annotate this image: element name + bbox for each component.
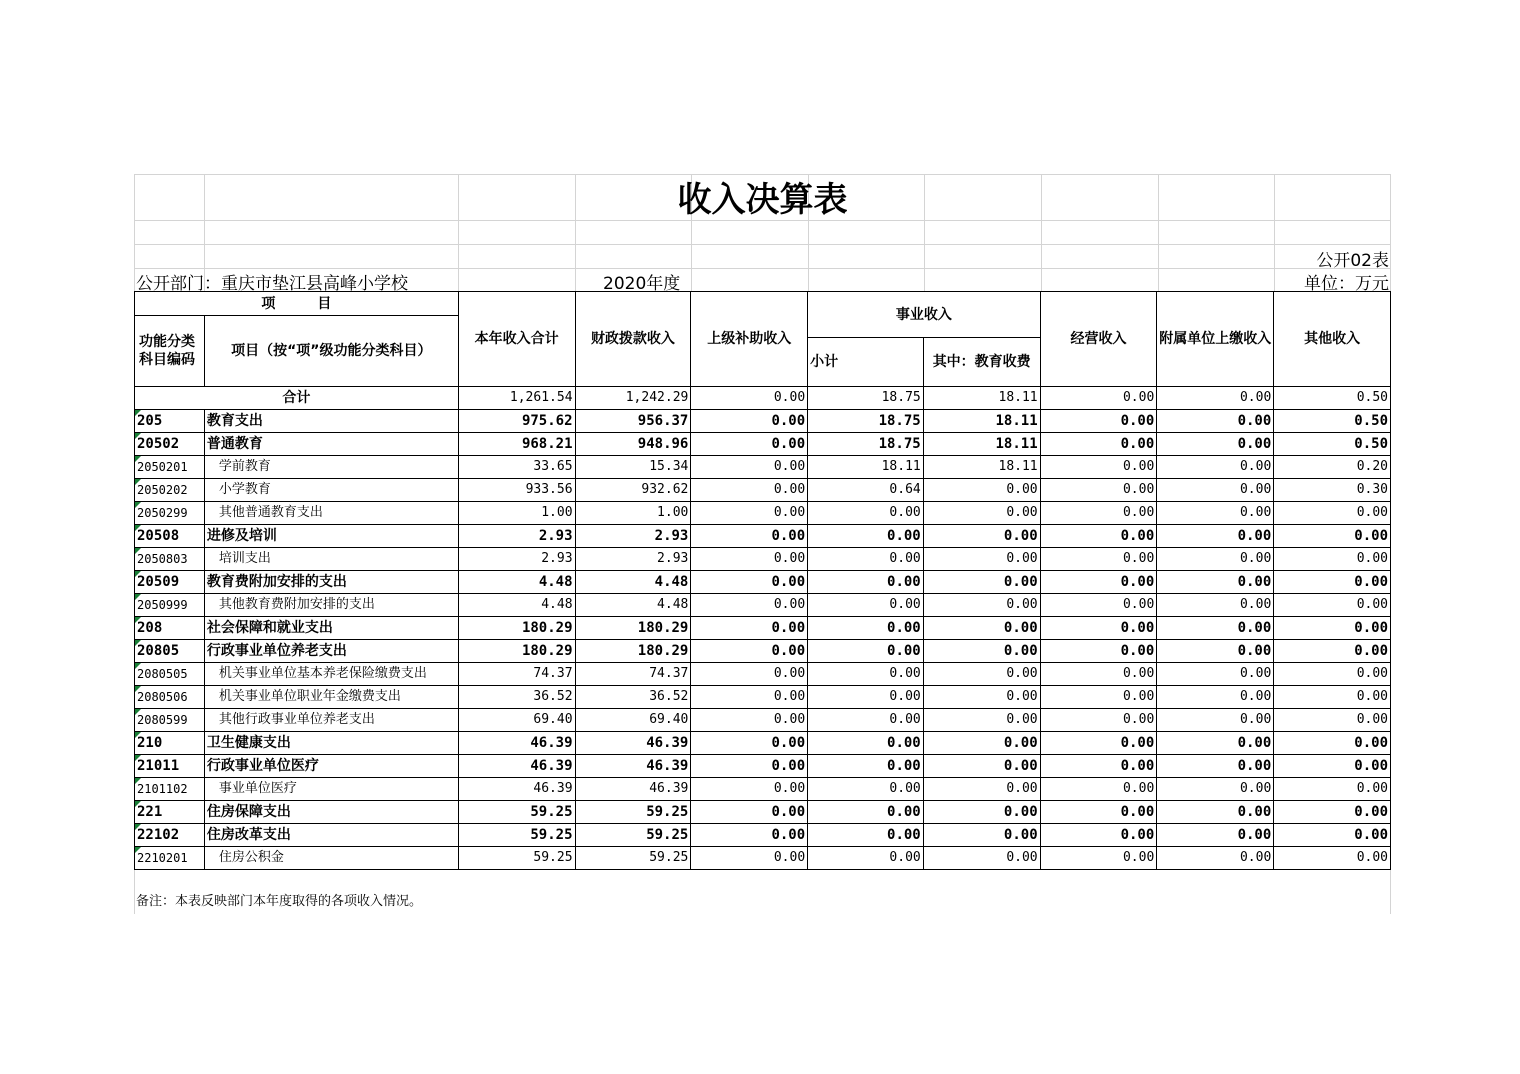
cell-superior: 0.00 [691, 824, 808, 847]
cell-operating: 0.00 [1040, 410, 1157, 433]
page-title: 收入决算表 [677, 180, 848, 220]
cell-affiliated: 0.00 [1157, 640, 1274, 663]
cell-marker-icon [135, 801, 141, 807]
cell-subtotal: 18.11 [808, 456, 924, 479]
cell-marker-icon [135, 502, 141, 508]
cell-other: 0.00 [1274, 663, 1391, 686]
cell-total: 59.25 [458, 847, 575, 870]
cell-fiscal: 69.40 [575, 709, 691, 732]
row-code-text: 2080506 [137, 690, 188, 704]
cell-affiliated: 0.00 [1157, 594, 1274, 617]
row-code [135, 525, 205, 548]
header-edu-fee: 其中：教育收费 [923, 338, 1040, 387]
cell-subtotal: 0.00 [808, 640, 924, 663]
cell-other: 0.00 [1274, 755, 1391, 778]
row-code-text: 2050803 [137, 552, 188, 566]
cell-fiscal: 74.37 [575, 663, 691, 686]
row-code [135, 709, 205, 732]
row-name: 进修及培训 [204, 525, 458, 548]
cell-superior: 0.00 [691, 525, 808, 548]
table-row [135, 778, 1391, 801]
cell-fiscal: 180.29 [575, 640, 691, 663]
cell-affiliated: 0.00 [1157, 801, 1274, 824]
cell-affiliated: 0.00 [1157, 456, 1274, 479]
cell-edu-fee: 0.00 [923, 824, 1040, 847]
cell-operating: 0.00 [1040, 640, 1157, 663]
cell-operating: 0.00 [1040, 732, 1157, 755]
cell-total: 180.29 [458, 617, 575, 640]
table-row [135, 479, 1391, 502]
cell-subtotal: 0.00 [808, 617, 924, 640]
sum-operating: 0.00 [1040, 387, 1157, 410]
cell-operating: 0.00 [1040, 778, 1157, 801]
cell-subtotal: 0.00 [808, 686, 924, 709]
table-row [135, 433, 1391, 456]
cell-operating: 0.00 [1040, 594, 1157, 617]
row-code [135, 847, 205, 870]
income-table [134, 291, 1391, 870]
row-code-text: 22102 [137, 827, 180, 843]
cell-affiliated: 0.00 [1157, 663, 1274, 686]
row-code-text: 2101102 [137, 782, 188, 796]
table-row [135, 410, 1391, 433]
cell-fiscal: 36.52 [575, 686, 691, 709]
cell-edu-fee: 0.00 [923, 732, 1040, 755]
cell-superior: 0.00 [691, 502, 808, 525]
cell-affiliated: 0.00 [1157, 824, 1274, 847]
cell-affiliated: 0.00 [1157, 479, 1274, 502]
cell-superior: 0.00 [691, 732, 808, 755]
cell-other: 0.00 [1274, 525, 1391, 548]
table-row [135, 824, 1391, 847]
cell-superior: 0.00 [691, 847, 808, 870]
footnote: 备注：本表反映部门本年度取得的各项收入情况。 [136, 894, 423, 909]
cell-other: 0.00 [1274, 548, 1391, 571]
row-name: 事业单位医疗 [204, 778, 458, 801]
cell-operating: 0.00 [1040, 663, 1157, 686]
cell-edu-fee: 0.00 [923, 617, 1040, 640]
cell-total: 2.93 [458, 525, 575, 548]
table-row [135, 502, 1391, 525]
header-name: 项目（按“项”级功能分类科目） [204, 316, 458, 387]
cell-operating: 0.00 [1040, 755, 1157, 778]
row-code-text: 20508 [137, 528, 180, 544]
cell-total: 59.25 [458, 801, 575, 824]
cell-superior: 0.00 [691, 801, 808, 824]
cell-total: 2.93 [458, 548, 575, 571]
cell-affiliated: 0.00 [1157, 410, 1274, 433]
row-code-text: 205 [137, 413, 163, 429]
cell-affiliated: 0.00 [1157, 755, 1274, 778]
cell-marker-icon [135, 433, 141, 439]
cell-edu-fee: 18.11 [923, 433, 1040, 456]
table-row [135, 525, 1391, 548]
cell-other: 0.00 [1274, 594, 1391, 617]
sum-superior: 0.00 [691, 387, 808, 410]
unit-label: 单位：万元 [1304, 274, 1389, 294]
row-code-text: 2080599 [137, 713, 188, 727]
cell-subtotal: 0.00 [808, 548, 924, 571]
header-affiliated: 附属单位上缴收入 [1157, 292, 1274, 387]
cell-edu-fee: 0.00 [923, 801, 1040, 824]
row-name: 培训支出 [204, 548, 458, 571]
cell-subtotal: 0.00 [808, 732, 924, 755]
cell-subtotal: 0.00 [808, 502, 924, 525]
row-code-text: 221 [137, 804, 163, 820]
row-code [135, 479, 205, 502]
sum-row [135, 387, 1391, 410]
row-name: 行政事业单位医疗 [204, 755, 458, 778]
cell-subtotal: 0.00 [808, 755, 924, 778]
cell-affiliated: 0.00 [1157, 686, 1274, 709]
header-operating: 经营收入 [1040, 292, 1157, 387]
cell-other: 0.50 [1274, 433, 1391, 456]
cell-subtotal: 0.64 [808, 479, 924, 502]
cell-total: 933.56 [458, 479, 575, 502]
cell-subtotal: 0.00 [808, 801, 924, 824]
cell-subtotal: 18.75 [808, 410, 924, 433]
cell-edu-fee: 0.00 [923, 571, 1040, 594]
cell-marker-icon [135, 640, 141, 646]
row-code-text: 20502 [137, 436, 180, 452]
cell-affiliated: 0.00 [1157, 847, 1274, 870]
row-code [135, 594, 205, 617]
cell-marker-icon [135, 686, 141, 692]
table-row [135, 801, 1391, 824]
row-name: 其他行政事业单位养老支出 [204, 709, 458, 732]
row-code-text: 2210201 [137, 851, 188, 865]
cell-superior: 0.00 [691, 640, 808, 663]
cell-affiliated: 0.00 [1157, 548, 1274, 571]
cell-fiscal: 59.25 [575, 801, 691, 824]
cell-superior: 0.00 [691, 686, 808, 709]
row-name: 机关事业单位职业年金缴费支出 [204, 686, 458, 709]
table-row [135, 732, 1391, 755]
cell-operating: 0.00 [1040, 801, 1157, 824]
cell-edu-fee: 18.11 [923, 410, 1040, 433]
cell-fiscal: 948.96 [575, 433, 691, 456]
cell-fiscal: 46.39 [575, 732, 691, 755]
cell-total: 4.48 [458, 594, 575, 617]
cell-fiscal: 46.39 [575, 778, 691, 801]
row-code-text: 20805 [137, 643, 180, 659]
cell-edu-fee: 18.11 [923, 456, 1040, 479]
cell-other: 0.00 [1274, 847, 1391, 870]
row-name: 社会保障和就业支出 [204, 617, 458, 640]
cell-edu-fee: 0.00 [923, 502, 1040, 525]
cell-edu-fee: 0.00 [923, 594, 1040, 617]
cell-subtotal: 0.00 [808, 847, 924, 870]
cell-superior: 0.00 [691, 433, 808, 456]
header-subtotal: 小计 [808, 338, 924, 387]
row-name: 教育费附加安排的支出 [204, 571, 458, 594]
table-row [135, 456, 1391, 479]
row-code [135, 801, 205, 824]
table-row [135, 755, 1391, 778]
cell-affiliated: 0.00 [1157, 571, 1274, 594]
cell-total: 4.48 [458, 571, 575, 594]
row-name: 教育支出 [204, 410, 458, 433]
cell-operating: 0.00 [1040, 548, 1157, 571]
cell-edu-fee: 0.00 [923, 755, 1040, 778]
cell-fiscal: 1.00 [575, 502, 691, 525]
cell-fiscal: 15.34 [575, 456, 691, 479]
cell-edu-fee: 0.00 [923, 847, 1040, 870]
cell-other: 0.50 [1274, 410, 1391, 433]
cell-fiscal: 2.93 [575, 548, 691, 571]
row-name: 机关事业单位基本养老保险缴费支出 [204, 663, 458, 686]
cell-subtotal: 18.75 [808, 433, 924, 456]
row-code [135, 778, 205, 801]
cell-marker-icon [135, 548, 141, 554]
row-code-text: 20509 [137, 574, 180, 590]
cell-other: 0.00 [1274, 640, 1391, 663]
cell-superior: 0.00 [691, 594, 808, 617]
cell-marker-icon [135, 571, 141, 577]
cell-operating: 0.00 [1040, 686, 1157, 709]
cell-superior: 0.00 [691, 709, 808, 732]
cell-affiliated: 0.00 [1157, 732, 1274, 755]
gridline [134, 244, 1391, 245]
cell-other: 0.00 [1274, 502, 1391, 525]
header-total: 本年收入合计 [458, 292, 575, 387]
department-label: 公开部门：重庆市垫江县高峰小学校 [136, 274, 408, 294]
cell-other: 0.00 [1274, 778, 1391, 801]
cell-other: 0.00 [1274, 709, 1391, 732]
row-name: 住房保障支出 [204, 801, 458, 824]
cell-operating: 0.00 [1040, 433, 1157, 456]
row-code [135, 617, 205, 640]
cell-fiscal: 59.25 [575, 847, 691, 870]
row-code [135, 433, 205, 456]
row-name: 学前教育 [204, 456, 458, 479]
table-row [135, 686, 1391, 709]
row-code [135, 640, 205, 663]
header-fiscal: 财政拨款收入 [575, 292, 691, 387]
sum-other: 0.50 [1274, 387, 1391, 410]
row-code-text: 208 [137, 620, 163, 636]
cell-subtotal: 0.00 [808, 709, 924, 732]
cell-superior: 0.00 [691, 778, 808, 801]
cell-affiliated: 0.00 [1157, 502, 1274, 525]
row-code-text: 2050201 [137, 460, 188, 474]
cell-total: 46.39 [458, 732, 575, 755]
cell-total: 36.52 [458, 686, 575, 709]
header-code: 功能分类科目编码 [135, 316, 205, 387]
cell-fiscal: 956.37 [575, 410, 691, 433]
cell-superior: 0.00 [691, 571, 808, 594]
form-number: 公开02表 [1316, 251, 1389, 271]
cell-other: 0.00 [1274, 732, 1391, 755]
cell-operating: 0.00 [1040, 502, 1157, 525]
row-code [135, 571, 205, 594]
cell-edu-fee: 0.00 [923, 640, 1040, 663]
cell-affiliated: 0.00 [1157, 709, 1274, 732]
cell-total: 74.37 [458, 663, 575, 686]
row-name: 住房改革支出 [204, 824, 458, 847]
cell-operating: 0.00 [1040, 525, 1157, 548]
row-code-text: 210 [137, 735, 163, 751]
table-row [135, 571, 1391, 594]
cell-superior: 0.00 [691, 663, 808, 686]
cell-superior: 0.00 [691, 410, 808, 433]
cell-edu-fee: 0.00 [923, 686, 1040, 709]
cell-other: 0.00 [1274, 571, 1391, 594]
cell-total: 59.25 [458, 824, 575, 847]
row-name: 住房公积金 [204, 847, 458, 870]
row-code [135, 410, 205, 433]
cell-fiscal: 180.29 [575, 617, 691, 640]
cell-total: 69.40 [458, 709, 575, 732]
cell-subtotal: 0.00 [808, 525, 924, 548]
cell-marker-icon [135, 456, 141, 462]
cell-total: 180.29 [458, 640, 575, 663]
cell-other: 0.00 [1274, 801, 1391, 824]
gridline [134, 174, 1391, 175]
cell-edu-fee: 0.00 [923, 778, 1040, 801]
table-row [135, 663, 1391, 686]
row-name: 其他教育费附加安排的支出 [204, 594, 458, 617]
row-name: 卫生健康支出 [204, 732, 458, 755]
row-name: 行政事业单位养老支出 [204, 640, 458, 663]
cell-fiscal: 46.39 [575, 755, 691, 778]
cell-superior: 0.00 [691, 479, 808, 502]
sum-total: 1,261.54 [458, 387, 575, 410]
cell-operating: 0.00 [1040, 709, 1157, 732]
sum-label: 合计 [135, 387, 459, 410]
cell-superior: 0.00 [691, 617, 808, 640]
cell-marker-icon [135, 479, 141, 485]
cell-other: 0.20 [1274, 456, 1391, 479]
cell-fiscal: 59.25 [575, 824, 691, 847]
row-code [135, 663, 205, 686]
table-row [135, 709, 1391, 732]
table-row [135, 548, 1391, 571]
spreadsheet [134, 174, 1391, 914]
cell-other: 0.00 [1274, 686, 1391, 709]
row-code [135, 548, 205, 571]
cell-operating: 0.00 [1040, 479, 1157, 502]
cell-subtotal: 0.00 [808, 824, 924, 847]
cell-total: 33.65 [458, 456, 575, 479]
row-code-text: 2050299 [137, 506, 188, 520]
cell-other: 0.00 [1274, 617, 1391, 640]
sum-affiliated: 0.00 [1157, 387, 1274, 410]
cell-operating: 0.00 [1040, 571, 1157, 594]
cell-affiliated: 0.00 [1157, 778, 1274, 801]
row-code-text: 2080505 [137, 667, 188, 681]
cell-marker-icon [135, 663, 141, 669]
header-item-group: 项 目 [135, 292, 459, 316]
cell-affiliated: 0.00 [1157, 525, 1274, 548]
row-code [135, 755, 205, 778]
cell-marker-icon [135, 732, 141, 738]
cell-total: 1.00 [458, 502, 575, 525]
table-row [135, 594, 1391, 617]
cell-marker-icon [135, 847, 141, 853]
row-code [135, 824, 205, 847]
cell-superior: 0.00 [691, 548, 808, 571]
cell-affiliated: 0.00 [1157, 433, 1274, 456]
row-name: 普通教育 [204, 433, 458, 456]
row-name: 其他普通教育支出 [204, 502, 458, 525]
cell-edu-fee: 0.00 [923, 709, 1040, 732]
cell-other: 0.30 [1274, 479, 1391, 502]
table-row [135, 617, 1391, 640]
cell-subtotal: 0.00 [808, 778, 924, 801]
sum-fiscal: 1,242.29 [575, 387, 691, 410]
sum-subtotal: 18.75 [808, 387, 924, 410]
cell-edu-fee: 0.00 [923, 663, 1040, 686]
row-code-text: 2050202 [137, 483, 188, 497]
year-label: 2020年度 [603, 274, 681, 294]
cell-superior: 0.00 [691, 456, 808, 479]
cell-edu-fee: 0.00 [923, 479, 1040, 502]
cell-superior: 0.00 [691, 755, 808, 778]
cell-affiliated: 0.00 [1157, 617, 1274, 640]
cell-operating: 0.00 [1040, 456, 1157, 479]
cell-edu-fee: 0.00 [923, 525, 1040, 548]
row-name: 小学教育 [204, 479, 458, 502]
cell-edu-fee: 0.00 [923, 548, 1040, 571]
cell-marker-icon [135, 594, 141, 600]
row-code [135, 456, 205, 479]
cell-fiscal: 4.48 [575, 594, 691, 617]
sum-edu-fee: 18.11 [923, 387, 1040, 410]
cell-marker-icon [135, 824, 141, 830]
cell-total: 46.39 [458, 778, 575, 801]
cell-total: 968.21 [458, 433, 575, 456]
header-superior: 上级补助收入 [691, 292, 808, 387]
cell-subtotal: 0.00 [808, 594, 924, 617]
cell-operating: 0.00 [1040, 847, 1157, 870]
table-row [135, 847, 1391, 870]
header-business-group: 事业收入 [808, 292, 1040, 338]
table-row [135, 640, 1391, 663]
cell-subtotal: 0.00 [808, 663, 924, 686]
cell-fiscal: 4.48 [575, 571, 691, 594]
header-other: 其他收入 [1274, 292, 1391, 387]
row-code [135, 502, 205, 525]
cell-marker-icon [135, 709, 141, 715]
cell-fiscal: 932.62 [575, 479, 691, 502]
cell-marker-icon [135, 525, 141, 531]
cell-marker-icon [135, 410, 141, 416]
row-code-text: 2050999 [137, 598, 188, 612]
cell-total: 975.62 [458, 410, 575, 433]
cell-operating: 0.00 [1040, 824, 1157, 847]
cell-operating: 0.00 [1040, 617, 1157, 640]
row-code [135, 732, 205, 755]
row-code [135, 686, 205, 709]
row-code-text: 21011 [137, 758, 180, 774]
cell-other: 0.00 [1274, 824, 1391, 847]
cell-subtotal: 0.00 [808, 571, 924, 594]
cell-total: 46.39 [458, 755, 575, 778]
cell-marker-icon [135, 617, 141, 623]
cell-marker-icon [135, 778, 141, 784]
cell-marker-icon [135, 755, 141, 761]
cell-fiscal: 2.93 [575, 525, 691, 548]
